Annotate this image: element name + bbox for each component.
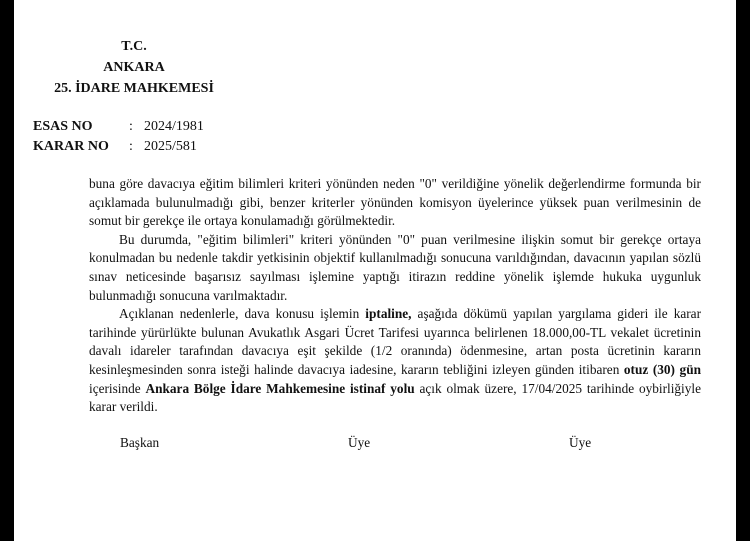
chair-signature-label: Başkan bbox=[120, 435, 160, 450]
esas-value: 2024/1981 bbox=[144, 119, 204, 134]
esas-row bbox=[33, 117, 204, 137]
document-page bbox=[14, 0, 736, 541]
p3-text-g: açık olmak üzere, 17/04/2025 tarihinde oybirliğiyle karar verildi. bbox=[89, 380, 701, 415]
karar-value: 2025/581 bbox=[144, 139, 197, 154]
signature-row bbox=[14, 435, 736, 455]
paragraph-1: buna göre davacıya eğitim bilimleri kriteri yönünden neden "0" verildiğine yönelik değerlendirme formunda bir açıklamada bulunulmadığı gibi, benzer kriterler yönünden komisyon üyelerince yüksek puan verilmesinin de somut bir gerekçe ile ortaya konulamadığı görülmektedir. bbox=[89, 176, 701, 229]
karar-row bbox=[33, 137, 204, 157]
esas-label: ESAS NO bbox=[33, 119, 93, 134]
p3-text-c: aşağıda dökümü yapılan yargılama gideri ile karar tarihinde yürürlükte bulunan Avukatlık Asgari Ücret Tarifesi uyarınca belirlenen 18.000,00-TL vekalet ücretinin davalı idareler tarafından davacıya eşit şekilde (1/2 oranında) ödenmesine, artan posta ücretinin kararın kesinleşmesinden sonra isteği halinde davacıya iadesine, kararın tebliğini izleyen günden itibaren bbox=[89, 306, 702, 377]
paragraph-3 bbox=[89, 305, 701, 417]
decision-body bbox=[89, 175, 701, 417]
paragraph-2: Bu durumda, "eğitim bilimleri" kriteri yönünden "0" puan verilmesine ilişkin somut bir gerekçe ortaya konulmadan bu nedenle takdir yetkisinin objektif kullanılmadığı sonucuna varıldığından, davacının yapılan sözlü sınav neticesinde başarısız sayılması işlemine yaptığı itirazın reddine yönelik işlemde hukuka uygunluk bulunmadığı sonucuna varılmaktadır. bbox=[89, 231, 701, 303]
country-title: T.C. bbox=[121, 39, 147, 54]
p3-iptal-emphasis: iptaline, bbox=[365, 306, 412, 322]
p3-text-a: Açıklanan nedenlerle, dava konusu işlemin bbox=[119, 306, 366, 322]
court-title: 25. İDARE MAHKEMESİ bbox=[54, 81, 214, 96]
court-header bbox=[34, 36, 234, 99]
city-title: ANKARA bbox=[103, 60, 165, 75]
p3-deadline-emphasis: otuz (30) gün bbox=[623, 361, 701, 377]
p3-text-e: içerisinde bbox=[89, 380, 146, 396]
karar-separator: : bbox=[129, 139, 133, 154]
esas-separator: : bbox=[129, 119, 133, 134]
karar-label: KARAR NO bbox=[33, 139, 109, 154]
member-1-signature-label: Üye bbox=[348, 435, 371, 450]
p3-appeal-emphasis: Ankara Bölge İdare Mahkemesine istinaf yolu bbox=[145, 380, 415, 396]
case-numbers bbox=[33, 117, 204, 157]
member-2-signature-label: Üye bbox=[569, 435, 592, 450]
